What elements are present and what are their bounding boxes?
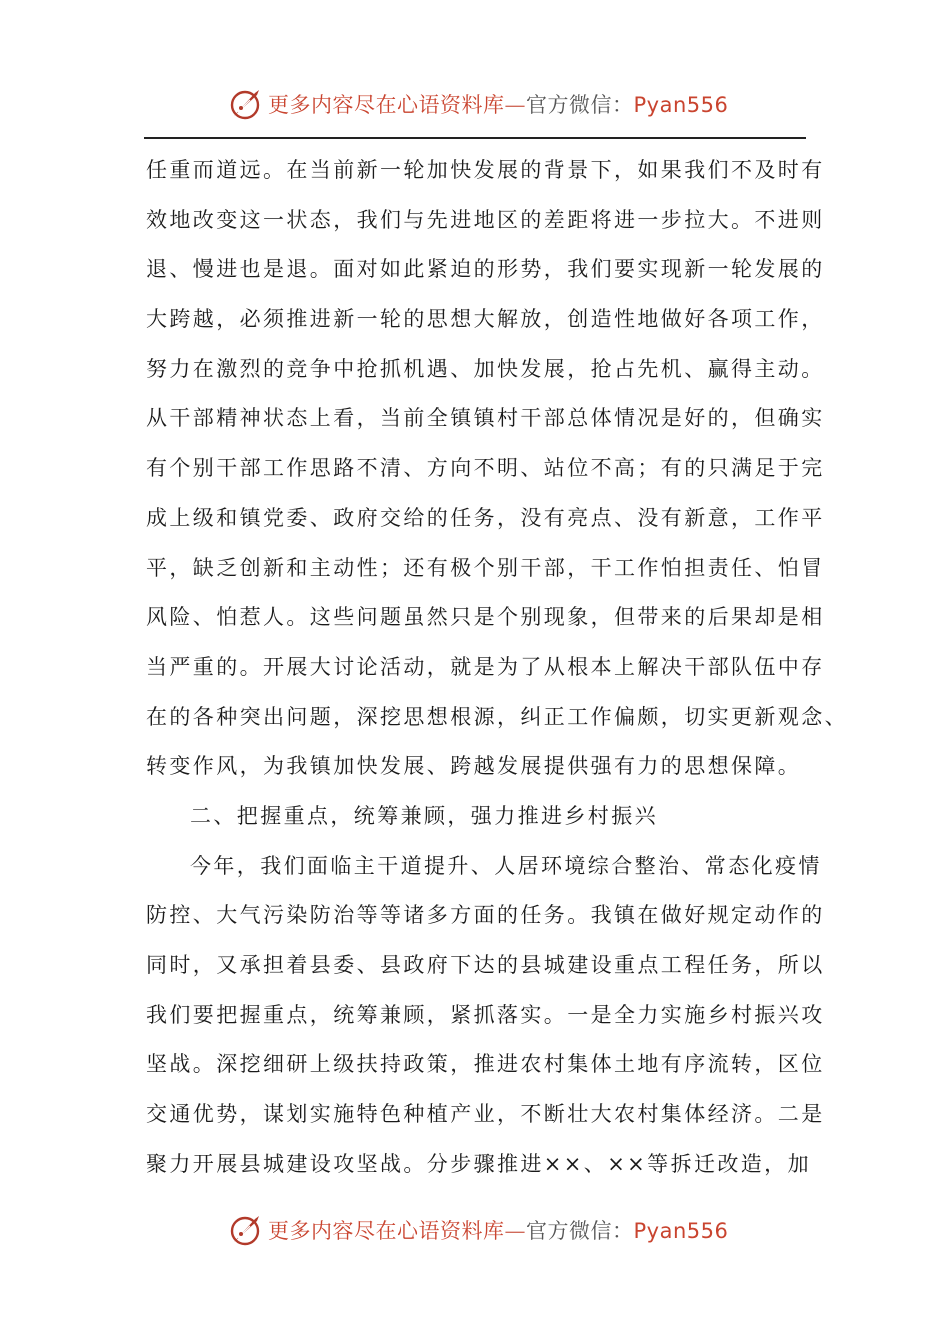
text-line: 任重而道远。在当前新一轮加快发展的背景下，如果我们不及时有 [146, 158, 825, 182]
text-line: 聚力开展县城建设攻坚战。分步骤推进××、××等拆迁改造，加 [146, 1151, 811, 1176]
text-line: 平，缺乏创新和主动性；还有极个别干部，干工作怕担责任、怕冒 [146, 555, 825, 580]
banner-tail-text: 官方微信： [526, 1219, 634, 1243]
text-line: 从干部精神状态上看，当前全镇镇村干部总体情况是好的，但确实 [146, 406, 825, 431]
footer-banner [228, 1210, 748, 1250]
text-line: 退、慢进也是退。面对如此紧迫的形势，我们要实现新一轮发展的 [146, 257, 825, 282]
banner-separator: — [504, 93, 526, 117]
text-line: 有个别干部工作思路不清、方向不明、站位不高；有的只满足于完 [146, 456, 825, 481]
text-line: 当严重的。开展大讨论活动，就是为了从根本上解决干部队伍中存 [146, 654, 825, 679]
quill-pen-seal-icon [228, 1212, 264, 1248]
text-line: 风险、怕惹人。这些问题虽然只是个别现象，但带来的后果却是相 [146, 605, 825, 630]
text-line: 同时，又承担着县委、县政府下达的县城建设重点工程任务，所以 [146, 953, 825, 977]
banner-wechat-id: Pyan556 [633, 1219, 729, 1243]
banner-main-text: 更多内容尽在心语资料库 [268, 1219, 505, 1243]
banner-main-text: 更多内容尽在心语资料库 [268, 93, 505, 117]
text-line: 在的各种突出问题，深挖思想根源，纠正工作偏颇，切实更新观念、 [146, 704, 848, 729]
section-heading: 二、把握重点，统筹兼顾，强力推进乡村振兴 [190, 803, 658, 828]
text-line: 防控、大气污染防治等等诸多方面的任务。我镇在做好规定动作的 [146, 903, 825, 928]
quill-pen-seal-icon [228, 86, 264, 122]
text-line: 大跨越，必须推进新一轮的思想大解放，创造性地做好各项工作， [146, 307, 825, 332]
text-line: 坚战。深挖细研上级扶持政策，推进农村集体土地有序流转，区位 [146, 1052, 825, 1077]
banner-wechat-id: Pyan556 [633, 93, 729, 117]
text-line: 努力在激烈的竞争中抢抓机遇、加快发展，抢占先机、赢得主动。 [146, 356, 825, 381]
text-line: 成上级和镇党委、政府交给的任务，没有亮点、没有新意，工作平 [146, 505, 825, 530]
text-line: 我们要把握重点，统筹兼顾，紧抓落实。一是全力实施乡村振兴攻 [146, 1002, 825, 1027]
banner-separator: — [504, 1219, 526, 1243]
banner-tail-text: 官方微信： [526, 93, 634, 117]
text-line: 效地改变这一状态，我们与先进地区的差距将进一步拉大。不进则 [146, 207, 825, 232]
document-body [146, 146, 848, 1189]
header-divider [144, 137, 806, 139]
text-line: 转变作风，为我镇加快发展、跨越发展提供强有力的思想保障。 [146, 754, 802, 779]
paragraph-first-line: 今年，我们面临主干道提升、人居环境综合整治、常态化疫情 [190, 853, 822, 878]
header-banner [228, 84, 748, 124]
text-line: 交通优势，谋划实施特色种植产业，不断壮大农村集体经济。二是 [146, 1102, 825, 1127]
